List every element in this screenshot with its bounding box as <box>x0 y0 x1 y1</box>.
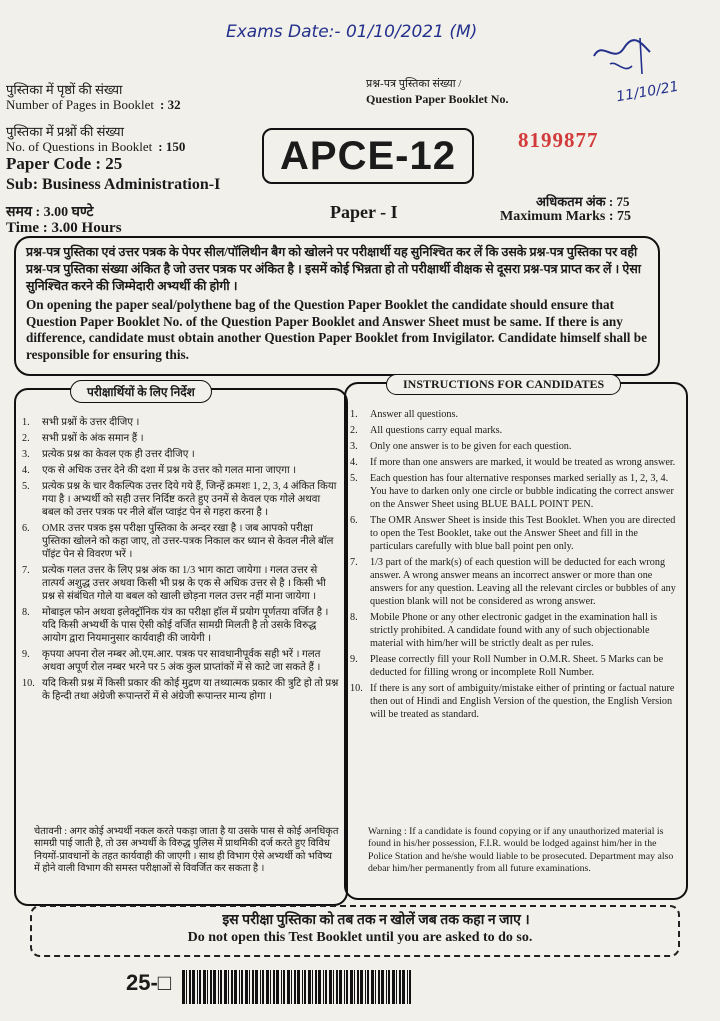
barcode-bar <box>239 970 240 1004</box>
barcode-bar <box>294 970 296 1004</box>
barcode-bar <box>199 970 201 1004</box>
instruction-number: 8. <box>350 612 358 623</box>
barcode-bar <box>336 970 338 1004</box>
barcode-bar <box>381 970 384 1004</box>
instruction-number: 10. <box>22 678 35 689</box>
instruction-text: All questions carry equal marks. <box>370 425 503 436</box>
instruction-text: OMR उत्तर पत्रक इस परीक्षा पुस्तिका के अन्दर रखा है । जब आपको परीक्षा पुस्तिका खोलने को कहा जाए, तो उत्तर-पत्रक निकाल कर ध्यान से केवल नीले बॉल पॉइंट पेन से विवरण भरें । <box>42 523 334 560</box>
barcode-bar <box>360 970 363 1004</box>
barcode-bar <box>344 970 345 1004</box>
barcode-bar <box>276 970 279 1004</box>
barcode-bar <box>329 970 332 1004</box>
instruction-number: 1. <box>22 417 30 428</box>
barcode-bar <box>371 970 374 1004</box>
subject: Sub: Business Administration-I <box>6 176 221 193</box>
barcode-bar <box>234 970 237 1004</box>
barcode-bar <box>245 970 248 1004</box>
instruction-text: यदि किसी प्रश्न में किसी प्रकार की कोई मुद्रण या तथ्यात्मक प्रकार की त्रुटि हो तो प्रश्न के हिन्दी तथा अंग्रेजी रूपान्तरों में से अंग्रेजी रूपान्तर मान्य होगा । <box>42 678 339 702</box>
barcode-bar <box>302 970 303 1004</box>
barcode-bar <box>218 970 219 1004</box>
time-en: Time : 3.00 Hours <box>6 220 122 236</box>
questions-hi-label: पुस्तिका में प्रश्नों की संख्या <box>6 124 124 139</box>
barcode-bar <box>339 970 342 1004</box>
instruction-number: 9. <box>22 649 30 660</box>
barcode-bar <box>315 970 317 1004</box>
barcode-bar <box>388 970 390 1004</box>
instruction-item <box>22 448 340 461</box>
barcode-bar <box>197 970 198 1004</box>
instruction-text: If more than one answers are marked, it would be treated as wrong answer. <box>370 457 676 468</box>
barcode-bar <box>189 970 191 1004</box>
instruction-text: प्रत्येक गलत उत्तर के लिए प्रश्न अंक का 1/3 भाग काटा जायेगा । गलत उत्तर से तात्पर्य अशुद्ध उत्तर अथवा किसी भी प्रश्न के एक से अधिक उत्तर से है । किसी भी प्रश्न से संबंधित गोले या बबल को खाली छोड़ना गलत उत्तर नहीं माना जायेगा । <box>42 565 326 602</box>
barcode-bar <box>281 970 282 1004</box>
barcode-bar <box>207 970 208 1004</box>
barcode-bar <box>224 970 227 1004</box>
booklet-no-en: Question Paper Booklet No. <box>366 92 509 106</box>
barcode-bar <box>273 970 275 1004</box>
barcode-bar <box>350 970 353 1004</box>
barcode-bar <box>241 970 243 1004</box>
barcode-bar <box>304 970 306 1004</box>
barcode-bar <box>318 970 321 1004</box>
hindi-warning: चेतावनी : अगर कोई अभ्यर्थी नकल करते पकड़ा जाता है या उसके पास से कोई अनधिकृत सामग्री पाई जाती है, तो उस अभ्यर्थी के विरुद्ध पुलिस में प्राथमिकी दर्ज करते हुए विविध नियमों-प्रावधानों के तहत कार्यवाही की जाएगी । साथ ही विभाग ऐसे अभ्यर्थी को भविष्य में होने वाली विभाग की समस्त परीक्षाओं से विवर्जित कर सकता है । <box>34 826 339 875</box>
instruction-item <box>350 424 680 437</box>
max-marks-en: Maximum Marks : 75 <box>500 209 632 224</box>
barcode-bar <box>312 970 313 1004</box>
instruction-text: प्रत्येक प्रश्न के चार वैकल्पिक उत्तर दिये गये हैं, जिन्हें क्रमशः 1, 2, 3, 4 अंकित किया गया है । अभ्यर्थी को सही उत्तर निर्दिष्ट करते हुए उनमें से केवल एक गोले अथवा बबल को उत्तर पत्रक पर नीले बॉल प्वाइंट पेन से गहरा करना है । <box>42 481 337 518</box>
handwritten-sign-date: 11/10/21 <box>615 78 680 106</box>
pages-en-label: Number of Pages in Booklet <box>6 97 155 112</box>
instruction-item <box>350 472 680 511</box>
barcode-bar <box>378 970 380 1004</box>
footer-code: 25-□ <box>126 970 172 995</box>
hindi-instructions-list <box>22 416 340 706</box>
english-instructions-title: INSTRUCTIONS FOR CANDIDATES <box>386 374 621 395</box>
barcode <box>182 970 412 1004</box>
questions-hi-row <box>6 124 246 139</box>
instruction-text: सभी प्रश्नों के उत्तर दीजिए । <box>42 417 140 428</box>
barcode-bar <box>325 970 327 1004</box>
instruction-number: 2. <box>22 433 30 444</box>
barcode-bar <box>249 970 250 1004</box>
instruction-number: 8. <box>22 607 30 618</box>
instruction-text: सभी प्रश्नों के अंक समान हैं । <box>42 433 144 444</box>
barcode-bar <box>354 970 355 1004</box>
barcode-bar <box>260 970 261 1004</box>
english-warning: Warning : If a candidate is found copying or if any unauthorized material is found in his/her possession, F.I.R. would be lodged against him/her in the Police Station and he/she would liable to be prosecuted. Department may also debar him/her permanently from all future examinations. <box>368 826 674 875</box>
barcode-bar <box>186 970 187 1004</box>
hindi-instructions-title: परीक्षार्थियों के लिए निर्देश <box>70 380 212 403</box>
instruction-item <box>22 416 340 429</box>
barcode-bar <box>262 970 264 1004</box>
barcode-bar <box>402 970 405 1004</box>
instruction-number: 6. <box>22 523 30 534</box>
notice-hi: प्रश्न-पत्र पुस्तिका एवं उत्तर पत्रक के पेपर सील/पॉलिथीन बैग को खोलने पर परीक्षार्थी यह सुनिश्चित कर लें कि उसके प्रश्न-पत्र पुस्तिका पर वही प्रश्न-पत्र पुस्तिका संख्या अंकित है जो उत्तर पत्रक पर अंकित है । इसमें कोई भिन्नता हो तो परीक्षार्थी वीक्षक से दूसरा प्रश्न-पत्र प्राप्त कर लें । ऐसा सुनिश्चित करने की जिम्मेदारी अभ्यर्थी की होगी । <box>26 245 642 293</box>
instruction-text: Each question has four alternative responses marked serially as 1, 2, 3, 4. You have to darken only one circle or bubble indicating the correct answer on the Answer Sheet using BLUE BALL POINT PEN. <box>370 473 674 510</box>
instruction-item <box>350 456 680 469</box>
booklet-check-notice <box>14 236 660 376</box>
barcode-bar <box>367 970 369 1004</box>
barcode-bar <box>297 970 300 1004</box>
instruction-number: 10. <box>350 683 363 694</box>
barcode-bar <box>192 970 195 1004</box>
instruction-text: मोबाइल फोन अथवा इलेक्ट्रॉनिक यंत्र का परीक्षा हॉल में प्रयोग पूर्णतया वर्जित है । यदि किसी अभ्यर्थी के पास ऐसी कोई वर्जित सामग्री मिलती है तो उसके विरुद्ध आयोग द्वारा नियमानुसार कार्यवाही की जायेगी । <box>42 607 329 644</box>
instruction-number: 4. <box>350 457 358 468</box>
barcode-bar <box>409 970 411 1004</box>
instruction-item <box>22 677 340 703</box>
instruction-number: 5. <box>22 481 30 492</box>
instruction-text: Only one answer is to be given for each question. <box>370 441 572 452</box>
instruction-number: 1. <box>350 409 358 420</box>
handwritten-exam-date: Exams Date:- 01/10/2021 (M) <box>226 22 478 42</box>
instruction-number: 4. <box>22 465 30 476</box>
instruction-item <box>350 653 680 679</box>
barcode-bar <box>308 970 311 1004</box>
instruction-item <box>22 464 340 477</box>
instruction-item <box>350 408 680 421</box>
barcode-bar <box>346 970 348 1004</box>
instruction-text: Mobile Phone or any other electronic gadget in the examination hall is strictly prohibited. A candidate found with any of such objectionable material with him/her will be strictly dealt as per rules. <box>370 612 658 649</box>
pages-en-row <box>6 97 246 112</box>
instruction-item <box>22 522 340 561</box>
instruction-item <box>350 440 680 453</box>
barcode-bar <box>407 970 408 1004</box>
booklet-no-hi: प्रश्न-पत्र पुस्तिका संख्या / <box>366 78 462 90</box>
barcode-bar <box>255 970 258 1004</box>
barcode-bar <box>270 970 271 1004</box>
instruction-text: एक से अधिक उत्तर देने की दशा में प्रश्न के उत्तर को गलत माना जाएगा । <box>42 465 297 476</box>
instruction-text: Answer all questions. <box>370 409 458 420</box>
pages-value: : 32 <box>160 97 181 112</box>
instruction-item <box>22 480 340 519</box>
instruction-item <box>350 611 680 650</box>
barcode-bar <box>375 970 376 1004</box>
barcode-bar <box>392 970 395 1004</box>
barcode-bar <box>252 970 254 1004</box>
pages-hi-label: पुस्तिका में पृष्ठों की संख्या <box>6 82 123 97</box>
barcode-bar <box>396 970 397 1004</box>
barcode-bar <box>291 970 292 1004</box>
instruction-item <box>22 606 340 645</box>
paper-code: Paper Code : 25 <box>6 154 123 173</box>
instruction-number: 5. <box>350 473 358 484</box>
instruction-item <box>350 514 680 553</box>
barcode-bar <box>287 970 290 1004</box>
time-hi: समय : 3.00 घण्टे <box>6 205 94 220</box>
paper-code-box <box>262 128 474 184</box>
barcode-bar <box>203 970 206 1004</box>
instruction-number: 2. <box>350 425 358 436</box>
barcode-bar <box>365 970 366 1004</box>
paper-code-box-text: APCE-12 <box>280 133 456 178</box>
barcode-bar <box>386 970 387 1004</box>
instruction-item <box>350 556 680 608</box>
notice-en: On opening the paper seal/polythene bag of the Question Paper Booklet the candidate should ensure that Question Paper Booklet No. of the Question Paper Booklet and Answer Sheet must be same. If there is any difference, candidate must obtain another Question Paper Booklet from Invigilator. Candidate himself shall be responsible for ensuring this. <box>26 297 647 362</box>
barcode-bar <box>228 970 229 1004</box>
barcode-bar <box>182 970 185 1004</box>
instruction-text: कृपया अपना रोल नम्बर ओ.एम.आर. पत्रक पर सावधानीपूर्वक सही भरें । गलत अथवा अपूर्ण रोल नम्बर भरने पर 5 अंक कुल प्राप्तांकों में से काटे जा सकते हैं । <box>42 649 321 673</box>
questions-en-row <box>6 139 246 154</box>
instruction-number: 6. <box>350 515 358 526</box>
barcode-bar <box>213 970 216 1004</box>
instruction-item <box>22 564 340 603</box>
max-marks-hi: अधिकतम अंक : 75 <box>536 194 630 209</box>
barcode-bar <box>266 970 269 1004</box>
instruction-text: The OMR Answer Sheet is inside this Test Booklet. When you are directed to open the Test Booklet, take out the Answer Sheet and fill in the particulars carefully with blue ball point pen only. <box>370 515 676 552</box>
footer-en: Do not open this Test Booklet until you are asked to do so. <box>187 930 533 945</box>
questions-value: : 150 <box>158 139 186 154</box>
instruction-number: 7. <box>22 565 30 576</box>
instruction-text: प्रत्येक प्रश्न का केवल एक ही उत्तर दीजिए । <box>42 449 195 460</box>
booklet-serial: 8199877 <box>518 128 599 152</box>
pages-hi-row <box>6 82 246 97</box>
instruction-item <box>22 648 340 674</box>
instruction-number: 7. <box>350 557 358 568</box>
barcode-bar <box>357 970 359 1004</box>
questions-en-label: No. of Questions in Booklet <box>6 139 153 154</box>
booklet-meta <box>6 82 246 154</box>
footer-hi: इस परीक्षा पुस्तिका को तब तक न खोलें जब तक कहा न जाए । <box>222 913 530 928</box>
instruction-item <box>22 432 340 445</box>
barcode-bar <box>220 970 222 1004</box>
instruction-number: 9. <box>350 654 358 665</box>
barcode-bar <box>323 970 324 1004</box>
instruction-text: Please correctly fill your Roll Number in O.M.R. Sheet. 5 Marks can be deducted for filling wrong or incomplete Roll Number. <box>370 654 664 678</box>
paper-label: Paper - I <box>330 202 398 222</box>
english-instructions-list <box>350 408 680 724</box>
instruction-text: If there is any sort of ambiguity/mistake either of printing or factual nature then out of Hindi and English Version of the question, the English Version will be treated as standard. <box>370 683 675 720</box>
barcode-bar <box>333 970 334 1004</box>
barcode-bar <box>283 970 285 1004</box>
barcode-bar <box>231 970 233 1004</box>
instruction-number: 3. <box>350 441 358 452</box>
barcode-bar <box>399 970 401 1004</box>
instruction-text: 1/3 part of the mark(s) of each question will be deducted for each wrong answer. A wrong answer means an incorrect answer or more than one answers for any question. Leaving all the relevant circles or bubbles of any question blank will not be considered as wrong answer. <box>370 557 676 607</box>
barcode-bar <box>210 970 212 1004</box>
instruction-number: 3. <box>22 449 30 460</box>
instruction-item <box>350 682 680 721</box>
